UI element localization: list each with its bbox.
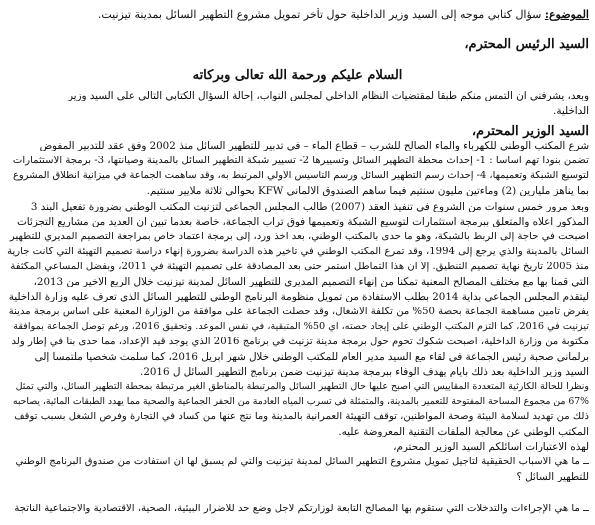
salutation-minister: السيد الوزير المحترم،	[471, 124, 589, 139]
body-line: المذكور اعلاه والمتعلق ببرمجة استثمارات لتوسيع الشبكة وتعميمها فوق تراب الجماعة، خاصة بعدما تبين أن العديد من مشاريع التجزئات	[17, 217, 589, 228]
body-line: وبعد مرور خمس سنوات من الشروع في تنفيذ العقد (2007) طالب المجلس الجماعي لتزنيت المكتب الوطني بضرورة تفعيل البند 3	[30, 202, 589, 213]
intro-line: الداخلية.	[553, 106, 589, 117]
body-line: لتوسيع الشبكة وتعميمها، 4- إحداث رسم التطهير السائل ورسم التأسيس الأولي المرتبط به، وقد ساهمت الجماعة في ميزانية انطلاق المشروع	[12, 171, 589, 181]
body-line: ليتقدم المجلس الجماعي بداية 2014 بطلب الاستفادة من تمويل منظومة البرنامج الوطني للتطهير السائل الذي تعرف عليه وزارة الداخلية	[8, 292, 589, 303]
body-line: لهذه الاعتبارات أسائلكم السيد الوزير المحترم،	[393, 442, 589, 453]
body-line: ــ ما هي الإجراءات والتدخلات التي ستقوم بها المصالح التابعة لوزارتكم لأجل وضع حد للأضرار البيئية، الصحية، الاقتصادية والاجتماعية الناتجة	[14, 504, 589, 514]
body-line: ــ ما هي الأسباب الحقيقية لتأجيل تمويل مشروع التطهير السائل لمدينة تيزنيت والتي لم يسبق لها أن استفادت من صندوق البرنامج الوطني	[15, 457, 589, 467]
body-line: يفرض تأمين مساهمة الجماعة بحصة 50% من تكلفة الأشغال، وقد حصلت الجماعة على موافقة من الوزارة المعنية على أساس برمجة مدينة	[8, 307, 589, 317]
body-line: ونظرا للحالة الكارثية المتعددة المقاييس التي أصبح عليها حال التطهير السائل والمرتبطة بالمناطق الغير مرتبطة بمحطة التطهير السائل، والتي تمثل	[15, 382, 589, 392]
subject-text: سؤال كتابي موجه إلى السيد وزير الداخلية حول تأخر تمويل مشروع التطهير السائل بمدينة تيزنيت.	[97, 8, 542, 21]
body-line: 67% من مجموع المساحة المفتوحة للتعمير بالمدينة، والمتمثلة في تسرب المياه العادمة من الحفر الجماعية والصحية مما يهدد الطبقات المائية، يصاحبه	[12, 397, 589, 407]
body-line: مكتوبة من وزارة الداخلية، أصبحت شكوك تحوم حول برمجة مدينة تزنيت في برنامج 2016 الذي يوجد قيد الإعداد، مما حدى بنا في إطار ولد	[11, 337, 589, 347]
body-line: بما يناهز مليارين (2) وماءتين مليون سنتيم فيما ساهم الصندوق الألماني KFW بحوالي ثلاثة ملايير سنتيم.	[146, 186, 589, 197]
salutation-president: السيد الرئيس المحترم،	[464, 37, 589, 52]
body-line: أصبحت في حاجة إلى الربط بالشبكة، وهو ما حدى بالمكتب الوطني، بعد أخذ ورد، إلى برمجة اعتماد خاص بمراجعة التصميم المديري للتطهير	[9, 232, 589, 242]
body-line: برلماني صحبة رئيس الجماعة في لقاء مع السيد مدير العام للمكتب الوطني خلال شهر أبريل 2016، كما سلمت شخصيا ملتمسا إلى	[34, 352, 589, 363]
greeting: السلام عليكم ورحمة الله تعالى وبركاته	[192, 68, 403, 83]
body-line: تضمن بنودا تهم أساسا : 1- إحداث محطة التطهير السائل وتسييرها 2- تسيير شبكة التطهير السائل بالمدينة وصيانتها، 3- برمجة الاستثمارات	[12, 156, 589, 166]
body-line: للتطهير السائل ؟	[516, 472, 589, 483]
body-line: منذ 2005 تاريخ نهاية تصميم التنطيق. إلا أن هذا التماطل استمر حتى بعد المصادقة على تصميم التهيئة في 2011، وبفضل المساعي المكثفة	[10, 262, 589, 272]
body-line: تيزنيت في 2016، كما التزم المكتب الوطني على إيجاد حصته، أي 50% المتبقية، في نفس الموعد. وتحقيق 2016، ورغم توصل الجماعة بموافقة	[13, 322, 589, 332]
intro-line: وبعد، يشرفني ان التمس منكم طبقا لمقتضيات النظام الداخلي لمجلس النواب، إحالة السؤال الكتابي التالي على السيد وزير	[67, 91, 589, 102]
body-line: المكتب الوطني عن معالجة الملفات التقنية المعروضة عليه.	[338, 427, 589, 438]
subject-line	[6, 8, 589, 21]
body-line: السيد وزير الداخلية بعد ذلك بأيام يهدف الوفاء ببرمجة مدينة تيزنيت ضمن برنامج التطهير السائل ل 2016.	[140, 367, 589, 378]
body-line: ذلك من تهديد لسلامة البيئة وصحة المواطنين، توقف التهيئة العمرانية بالمدينة وما نتج عنها من كساد في التجارة وفرص الشغل بسبب توقف	[14, 412, 589, 422]
body-line: التي قمنا بها مع مختلف المصالح المعنية تمكنا من إنهاء التصميم المديري للتطهير السائل لمدينة تيزنيت خلال الربع الأخير من 2013،	[33, 277, 589, 288]
body-line: شرع المكتب الوطني للكهرباء والماء الصالح للشرب – قطاع الماء – في تدبير للتطهير السائل منذ 2002 وفق عقد للتدبير المفوض	[39, 141, 589, 152]
subject-label: الموضوع:	[544, 8, 589, 21]
body-line: السائل بالمدينة والذي يرجع إلى 1994، وقد تمرع المكتب الوطني في تأخير هذه الدراسة بضرورة إنهاء دراسة تصميم التهيئة التي كانت جارية	[7, 247, 589, 257]
